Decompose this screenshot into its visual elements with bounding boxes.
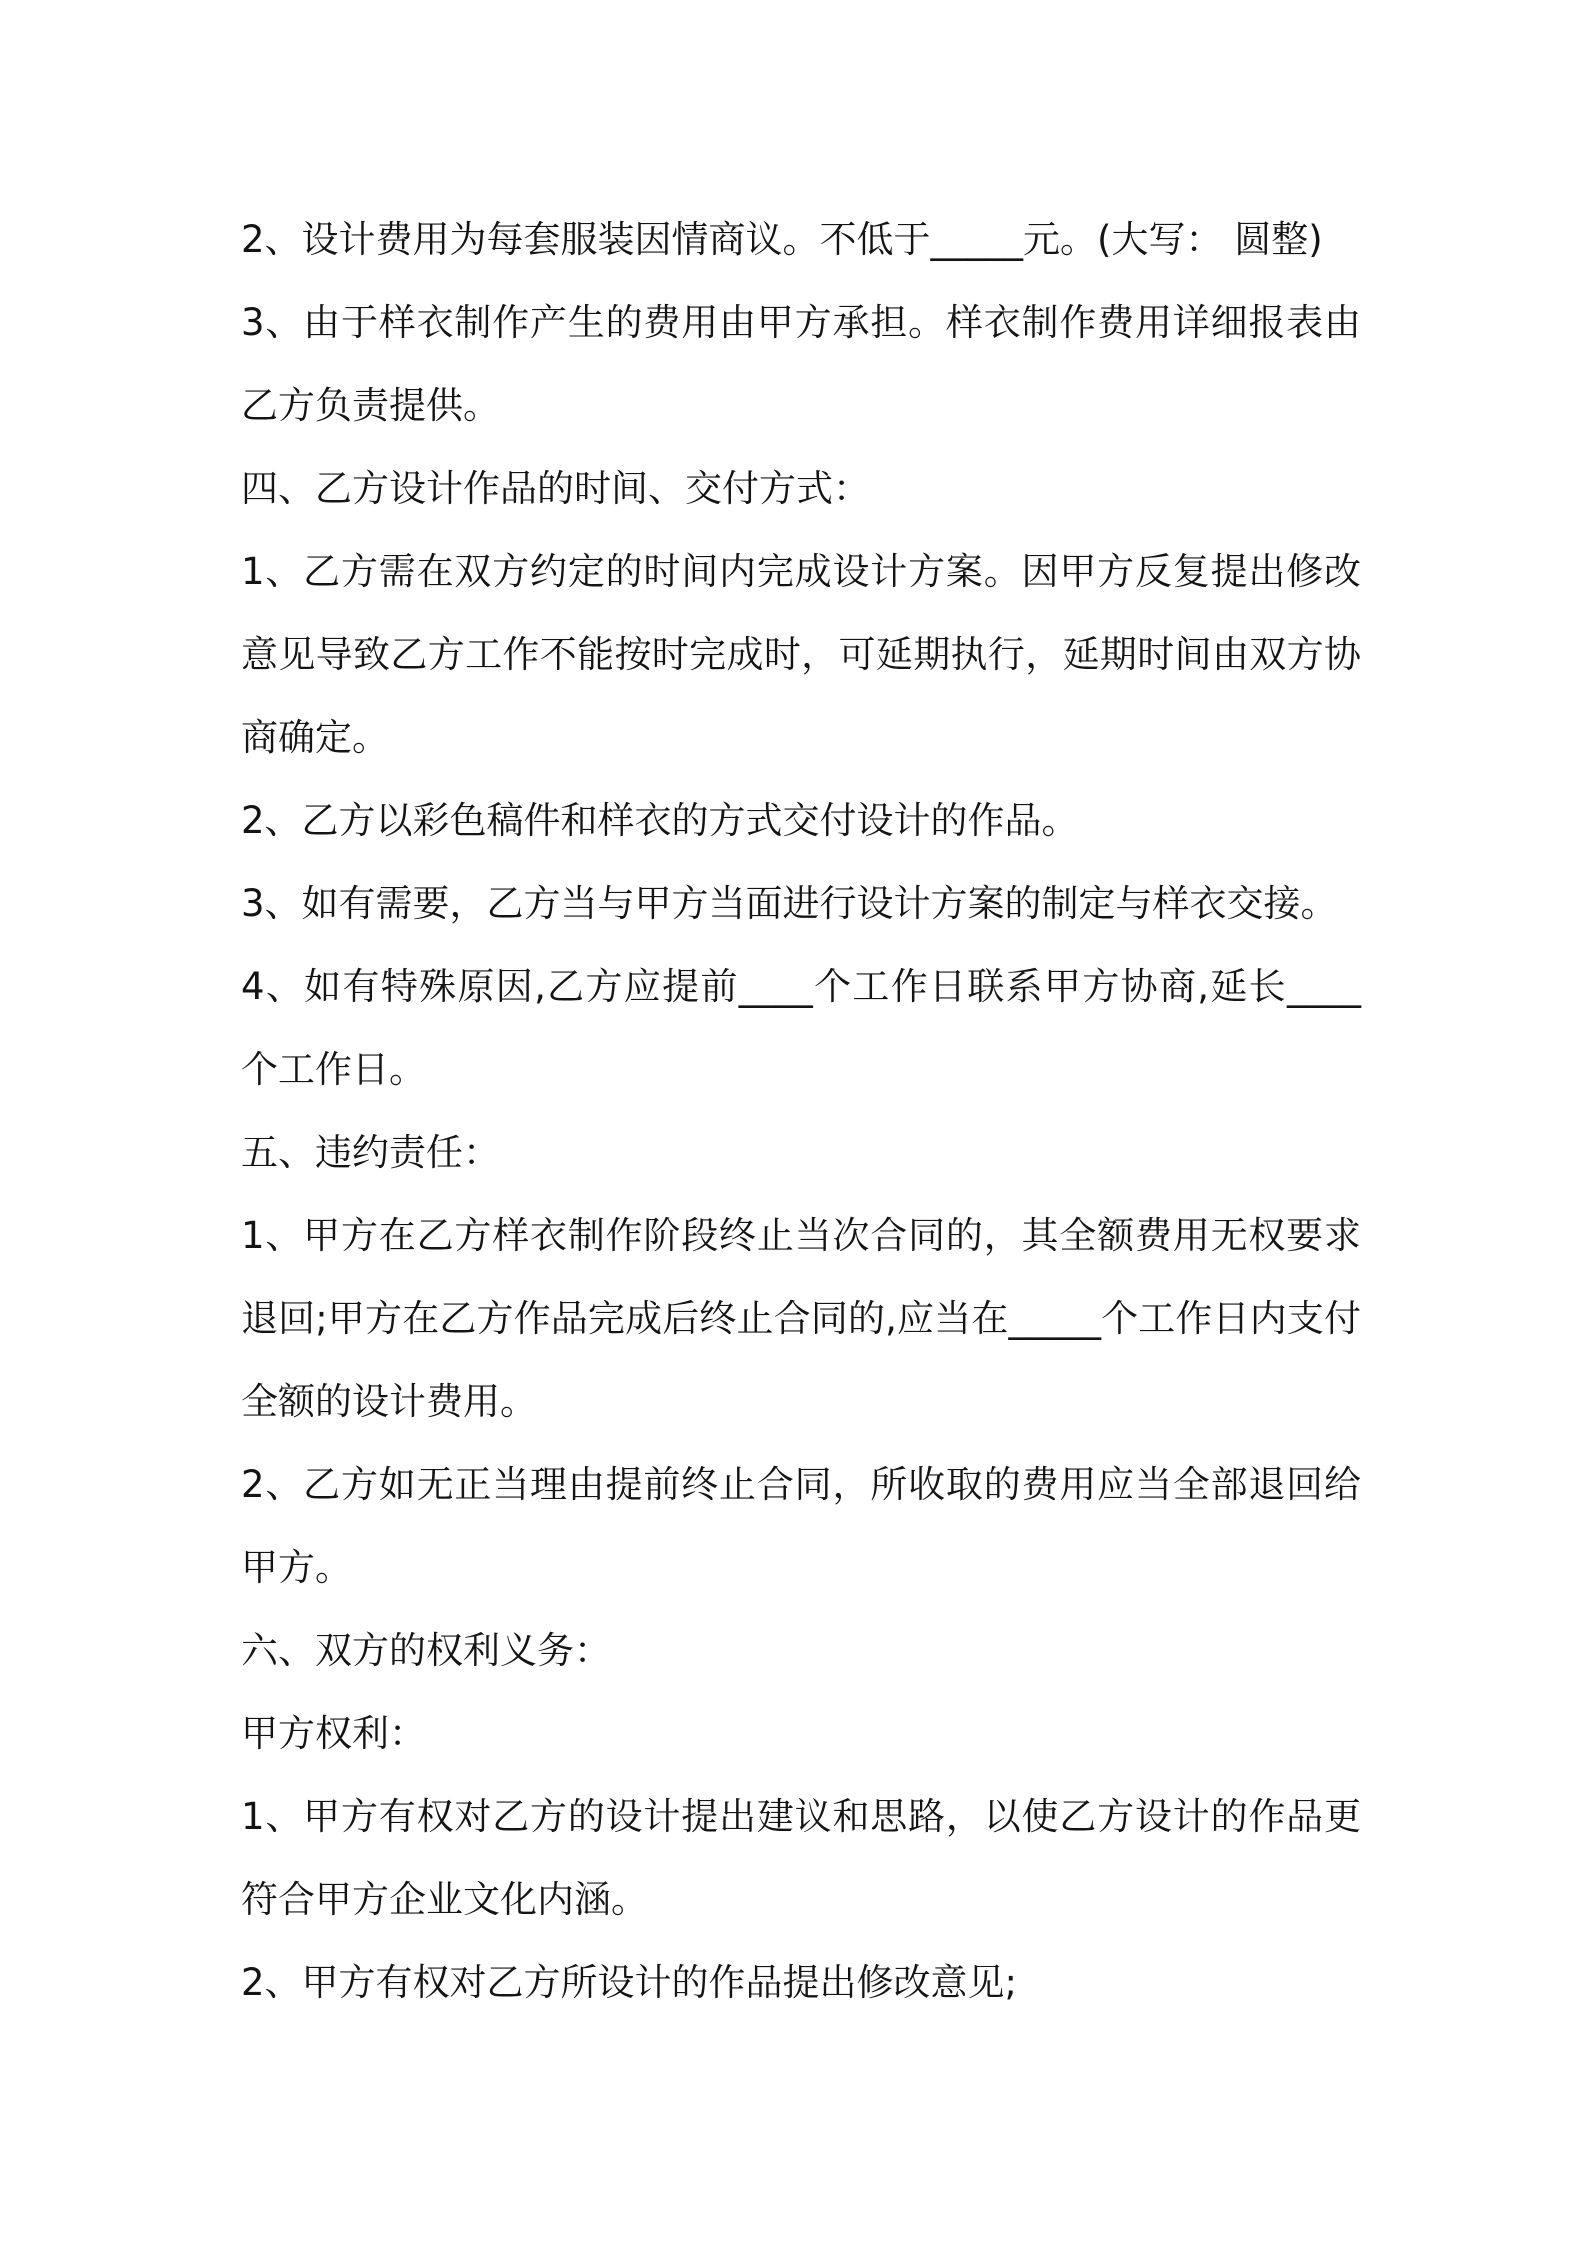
- subheading-party-a-rights: 甲方权利：: [241, 1712, 426, 1755]
- paragraph-completion-time: 1、乙方需在双方约定的时间内完成设计方案。因甲方反复提出修改意见导致乙方工作不能按时完成时，可延期执行，延期时间由双方协商确定。: [241, 550, 1361, 759]
- section-heading-breach: 五、违约责任：: [241, 1131, 500, 1174]
- paragraph-delivery-method: 2、乙方以彩色稿件和样衣的方式交付设计的作品。: [241, 799, 1079, 842]
- paragraph-right-revisions: 2、甲方有权对乙方所设计的作品提出修改意见;: [241, 1961, 1018, 2004]
- paragraph-design-fee: 2、设计费用为每套服装因情商议。不低于_____元。(大写： 圆整): [241, 218, 1323, 261]
- paragraph-party-a-termination: 1、甲方在乙方样衣制作阶段终止当次合同的，其全额费用无权要求退回;甲方在乙方作品完成后终止合同的,应当在_____个工作日内支付全额的设计费用。: [241, 1214, 1361, 1423]
- paragraph-extension: 4、如有特殊原因,乙方应提前____个工作日联系甲方协商,延长____个工作日。: [241, 965, 1361, 1091]
- section-heading-delivery: 四、乙方设计作品的时间、交付方式：: [241, 467, 870, 510]
- section-heading-rights: 六、双方的权利义务：: [241, 1629, 611, 1672]
- paragraph-party-b-termination: 2、乙方如无正当理由提前终止合同，所收取的费用应当全部退回给甲方。: [241, 1463, 1361, 1589]
- paragraph-sample-cost: 3、由于样衣制作产生的费用由甲方承担。样衣制作费用详细报表由乙方负责提供。: [241, 301, 1361, 427]
- paragraph-right-suggestions: 1、甲方有权对乙方的设计提出建议和思路，以使乙方设计的作品更符合甲方企业文化内涵。: [241, 1795, 1361, 1921]
- document-body: [241, 198, 1361, 2024]
- paragraph-handover: 3、如有需要，乙方当与甲方当面进行设计方案的制定与样衣交接。: [241, 882, 1338, 925]
